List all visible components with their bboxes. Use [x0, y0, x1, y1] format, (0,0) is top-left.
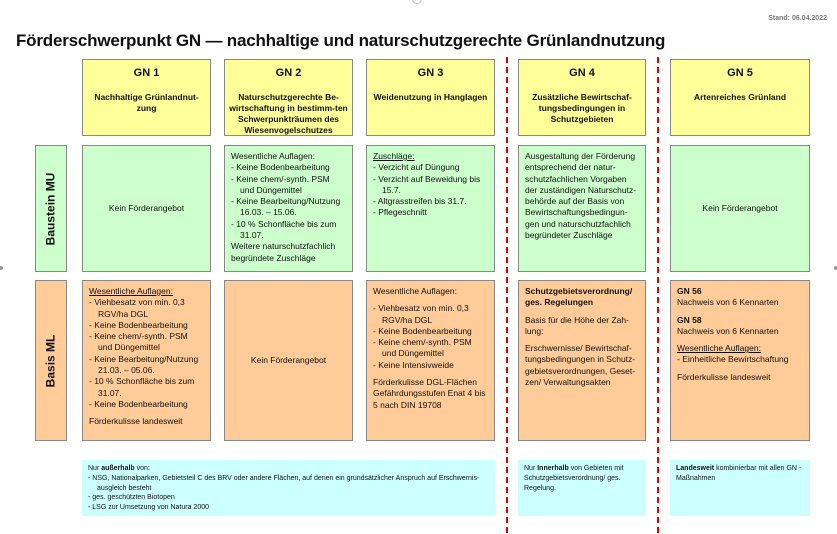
ml-gn1-footer: Förderkulisse landesweit — [89, 416, 183, 427]
page-title: Förderschwerpunkt GN — nachhaltige und naturschutzgerechte Grünlandnutzung — [16, 31, 666, 50]
note-outside — [82, 460, 495, 516]
date-stamp: Stand: 06.04.2022 — [768, 15, 827, 22]
top-decoration — [412, 0, 422, 4]
left-edge-handle — [0, 266, 3, 270]
ml-gn4-p2: Erschwernisse/ Bewirtschaf-tungsbedingungen in Schutz-gebietsverordnungen, Geset-zen/ Verwaltungsakten — [525, 343, 636, 388]
header-gn1-title: Nachhaltige Grünlandnut-zung — [94, 91, 199, 113]
row-label-ml-text: Basis ML — [43, 334, 58, 387]
ml-gn5-gn58-text: Nachweis von 6 Kennarten — [677, 325, 779, 336]
mu-gn2-item: - 10 % Schonfläche bis zum 31.07. — [231, 219, 346, 242]
header-gn5 — [670, 59, 810, 136]
note-outside-item: - LSG zur Umsetzung von Natura 2000 — [88, 503, 489, 513]
header-gn3-title: Weidenutzung in Hanglagen — [373, 91, 488, 102]
header-gn2-label: GN 2 — [275, 67, 302, 79]
ml-gn3-item: - Keine Intensivweide — [373, 360, 488, 371]
note-outside-intro-bold: außerhalb — [101, 465, 135, 472]
ml-gn3-item: - Keine Bodenbearbeitung — [373, 326, 488, 337]
ml-gn3-footer: Förderkulisse DGL-Flächen Gefährdungsstufen Enat 4 bis 5 nach DIN 19708 — [373, 377, 486, 410]
note-inside-pre: Nur — [524, 465, 538, 472]
row-label-ml — [35, 280, 67, 441]
mu-gn5-text: Kein Förderangebot — [702, 202, 778, 213]
mu-gn2-item: - Keine chem/-synth. PSM und Düngemittel — [231, 174, 346, 197]
ml-gn5-cell — [670, 280, 810, 441]
header-gn4-title: Zusätzliche Bewirtschaf-tungsbedingungen in Schutzgebieten — [532, 91, 632, 124]
ml-gn1-item: - 10 % Schonfläche bis zum 31.07. — [89, 376, 204, 399]
note-outside-intro-post: von: — [134, 465, 150, 472]
row-label-mu-text: Baustein MU — [43, 172, 58, 245]
mu-gn2-item: - Keine Bearbeitung/Nutzung 16.03. – 15.06. — [231, 196, 346, 219]
ml-gn3-cell — [366, 280, 495, 441]
ml-gn1-item: - Keine Bearbeitung/Nutzung 21.03. – 05.06. — [89, 354, 204, 377]
note-inside-post: von Gebieten mit Schutzgebietsverordnung/ ges. Regelung. — [524, 465, 624, 492]
mu-gn2-item: - Keine Bodenbearbeitung — [231, 162, 346, 173]
mu-gn2-cell — [224, 145, 353, 272]
row-label-mu — [35, 145, 67, 272]
note-outside-intro — [88, 464, 489, 474]
header-gn3 — [366, 59, 495, 136]
header-gn3-label: GN 3 — [417, 67, 444, 79]
note-landesweit-bold: Landesweit — [676, 465, 715, 472]
ml-gn5-heading: Wesentliche Auflagen: — [677, 343, 761, 354]
mu-gn5-cell — [670, 145, 810, 272]
note-landesweit — [670, 460, 810, 516]
ml-gn2-text: Kein Förderangebot — [250, 354, 327, 365]
ml-gn3-item: - Viehbesatz von min. 0,3 RGV/ha DGL — [373, 303, 488, 326]
ml-gn5-gn56: GN 56 — [677, 286, 702, 296]
ml-gn1-item: - Keine Bodenbearbeitung — [89, 320, 204, 331]
mu-gn3-cell — [366, 145, 495, 272]
note-outside-intro-pre: Nur — [88, 465, 102, 472]
header-gn4 — [518, 59, 646, 136]
mu-gn2-footer: Weitere naturschutzfachlich begründete Zuschläge — [231, 241, 336, 263]
ml-gn1-heading: Wesentliche Auflagen: — [89, 286, 173, 296]
mu-gn4-cell — [518, 145, 646, 272]
ml-gn4-p1: Basis für die Höhe der Zah-lung: — [525, 314, 629, 336]
mu-gn3-item: - Altgrasstreifen bis 31.7. — [373, 196, 488, 207]
header-gn5-label: GN 5 — [727, 67, 753, 79]
ml-gn5-footer: Förderkulisse landesweit — [677, 371, 771, 382]
ml-gn4-cell — [518, 280, 646, 441]
note-inside-bold: Innerhalb — [537, 465, 569, 472]
note-outside-item: - ges. geschützten Biotopen — [88, 493, 489, 503]
ml-gn5-item: - Einheitliche Bewirtschaftung — [677, 354, 803, 365]
ml-gn3-item: - Keine chem/-synth. PSM und Düngemittel — [373, 337, 488, 360]
note-inside — [518, 460, 646, 516]
header-gn5-title: Artenreiches Grünland — [693, 91, 787, 102]
mu-gn4-text: Ausgestaltung der Förderung entsprechend der natur-schutzfachlichen Vorgaben der zuständigen Naturschutz-behörde auf der Basis von Bewirtschaftungsbedingun-gen und naturschutzfachlich begründeter Zuschläge — [525, 151, 637, 241]
divider-right — [657, 57, 659, 533]
mu-gn3-item: - Verzicht auf Düngung — [373, 162, 488, 173]
mu-gn3-item: - Pflegeschnitt — [373, 207, 488, 218]
mu-gn3-item: - Verzicht auf Beweidung bis 15.7. — [373, 174, 488, 197]
header-gn1 — [82, 59, 211, 136]
mu-gn3-heading: Zuschläge: — [373, 151, 415, 161]
mu-gn1-cell — [82, 145, 211, 272]
ml-gn1-item: - Keine chem/-synth. PSM und Düngemittel — [89, 331, 204, 354]
header-gn1-label: GN 1 — [133, 67, 160, 79]
ml-gn1-cell — [82, 280, 211, 441]
header-gn2-title: Naturschutzgerechte Be-wirtschaftung in bestimm-ten Schwerpunkträumen des Wiesenvogelschutzes — [229, 91, 348, 135]
ml-gn5-gn56-text: Nachweis von 6 Kennarten — [677, 297, 779, 308]
mu-gn1-text: Kein Förderangebot — [108, 202, 185, 213]
note-outside-item: - NSG, Nationalparken, Gebietsteil C des BRV oder andere Flächen, auf denen ein grundsätzlicher Anspruch auf Erschwernis-ausgleich besteht — [88, 474, 489, 494]
ml-gn1-item: - Viehbesatz von min. 0,3 RGV/ha DGL — [89, 297, 204, 320]
ml-gn5-gn58: GN 58 — [677, 314, 702, 325]
ml-gn3-heading: Wesentliche Auflagen: — [373, 286, 457, 296]
note-landesweit-post: kombinierbar mit allen GN - Maßnahmen — [676, 465, 802, 482]
mu-gn2-heading: Wesentliche Auflagen: — [231, 151, 315, 161]
ml-gn2-cell — [224, 280, 353, 441]
header-gn4-label: GN 4 — [569, 67, 595, 79]
divider-left — [506, 57, 508, 533]
header-gn2 — [224, 59, 353, 136]
ml-gn4-heading: Schutzgebietsverordnung/ ges. Regelungen — [525, 286, 633, 308]
ml-gn1-item: - Keine Bodenbearbeitung — [89, 399, 204, 410]
